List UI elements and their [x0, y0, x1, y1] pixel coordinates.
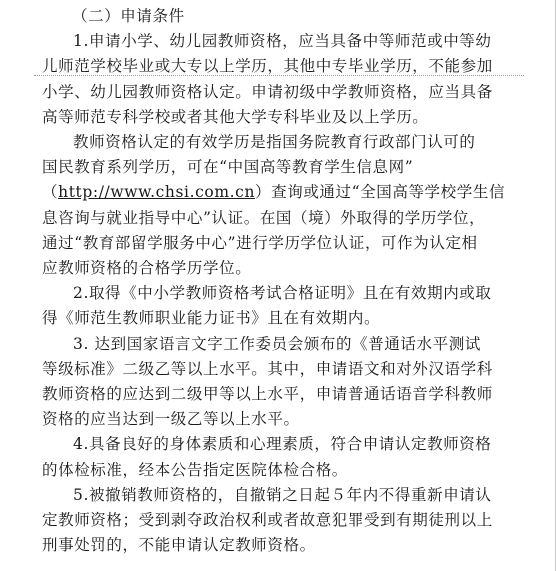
paragraph-line: 定教师资格；受到剥夺政治权利或者故意犯罪受到有期徒刑以上	[42, 511, 493, 530]
paragraph-line: 1.申请小学、幼儿园教师资格，应当具备中等师范或中等幼	[73, 32, 492, 51]
paragraph-line: 4.具备良好的身体素质和心理素质，符合申请认定教师资格	[73, 435, 492, 454]
paragraph-line: 国民教育系列学历，可在“中国高等教育学生信息网”	[42, 158, 414, 177]
paragraph-line	[42, 180, 512, 205]
paragraph-line: 息咨询与就业指导中心”认证。在国（境）外取得的学历学位，	[42, 208, 486, 227]
section-heading: （二）申请条件	[72, 7, 185, 25]
paragraph-line: 5.被撤销教师资格的，自撤销之日起５年内不得重新申请认	[73, 485, 492, 504]
paragraph-line: 儿师范学校毕业或大专以上学历，其他中专毕业学历，不能参加	[42, 57, 493, 76]
paren-open: （	[42, 183, 59, 202]
paragraph-6	[42, 483, 512, 559]
paragraph-line: 2.取得《中小学教师资格考试合格证明》且在有效期内或取	[73, 284, 492, 303]
paragraph-line: 资格的应当达到一级乙等以上水平。	[42, 410, 300, 429]
paragraph-line: 3. 达到国家语言文字工作委员会颁布的《普通话水平测试	[73, 334, 481, 353]
paragraph-text: ）查询或通过“全国高等学校学生信	[255, 183, 506, 202]
paragraph-line: 教师资格认定的有效学历是指国务院教育行政部门认可的	[73, 133, 476, 152]
paragraph-4	[42, 332, 512, 433]
chsi-link[interactable]: http://www.chsi.com.cn	[58, 183, 256, 202]
paragraph-line: 小学、幼儿园教师资格认定。申请初级中学教师资格，应当具备	[42, 82, 493, 101]
paragraph-line: 等级标准》二级乙等以上水平。其中，申请语文和对外汉语学科	[42, 359, 493, 378]
paragraph-1	[42, 29, 512, 130]
paragraph-line: 高等师范专科学校或者其他大学专科毕业及以上学历。	[42, 107, 429, 126]
paragraph-line: 得《师范生教师职业能力证书》且在有效期内。	[42, 309, 381, 328]
paragraph-2	[42, 130, 512, 281]
paragraph-line: 刑事处罚的，不能申请认定教师资格。	[42, 536, 316, 555]
paragraph-line: 的体检标准，经本公告指定医院体检合格。	[42, 460, 348, 479]
paragraph-3	[42, 281, 512, 331]
dotted-divider	[34, 75, 524, 76]
paragraph-5	[42, 432, 512, 482]
paragraph-line: 教师资格的应达到二级甲等以上水平，申请普通话语音学科教师	[42, 385, 493, 404]
paragraph-line: 通过“教育部留学服务中心”进行学历学位认证，可作为认定相	[42, 233, 478, 252]
paragraph-line: 应教师资格的合格学历学位。	[42, 259, 252, 278]
